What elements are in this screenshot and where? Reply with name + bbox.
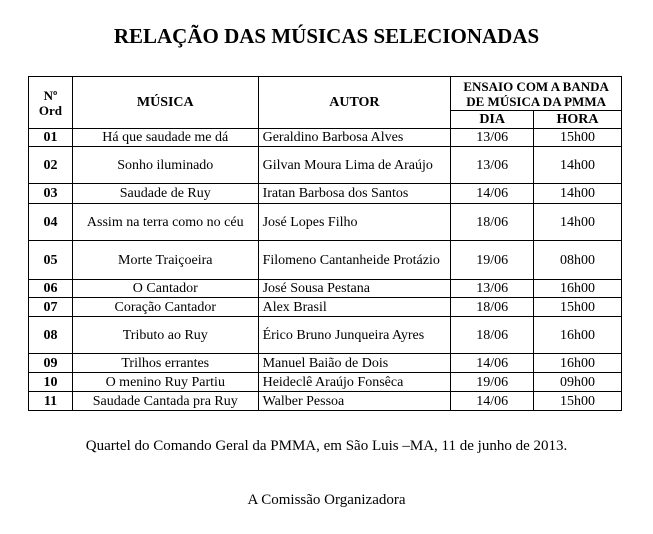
cell-musica: Assim na terra como no céu [72, 204, 258, 241]
header-autor: AUTOR [258, 77, 451, 129]
table-row [29, 241, 622, 280]
cell-autor: Heideclê Araújo Fonsêca [258, 373, 451, 392]
cell-hora: 16h00 [534, 354, 622, 373]
cell-hora: 09h00 [534, 373, 622, 392]
table-row [29, 354, 622, 373]
page-title: RELAÇÃO DAS MÚSICAS SELECIONADAS [113, 24, 540, 48]
cell-hora: 15h00 [534, 392, 622, 411]
cell-musica: Saudade Cantada pra Ruy [72, 392, 258, 411]
cell-autor: José Lopes Filho [258, 204, 451, 241]
cell-musica: Há que saudade me dá [72, 129, 258, 147]
cell-dia: 19/06 [451, 373, 534, 392]
table-row [29, 280, 622, 298]
cell-ord: 04 [29, 204, 73, 241]
cell-autor: José Sousa Pestana [258, 280, 451, 298]
cell-ord: 08 [29, 317, 73, 354]
music-table [28, 76, 622, 411]
cell-musica: Trilhos errantes [72, 354, 258, 373]
cell-dia: 13/06 [451, 147, 534, 184]
cell-dia: 18/06 [451, 298, 534, 317]
cell-dia: 13/06 [451, 280, 534, 298]
cell-musica: Coração Cantador [72, 298, 258, 317]
cell-ord: 09 [29, 354, 73, 373]
cell-ord: 02 [29, 147, 73, 184]
cell-musica: Tributo ao Ruy [72, 317, 258, 354]
cell-dia: 14/06 [451, 354, 534, 373]
header-ensaio: ENSAIO COM A BANDA DE MÚSICA DA PMMA [451, 77, 622, 111]
table-row [29, 204, 622, 241]
header-dia: DIA [451, 111, 534, 129]
cell-musica: O Cantador [72, 280, 258, 298]
cell-dia: 18/06 [451, 317, 534, 354]
cell-autor: Alex Brasil [258, 298, 451, 317]
cell-ord: 10 [29, 373, 73, 392]
cell-autor: Filomeno Cantanheide Protázio [258, 241, 451, 280]
cell-autor: Manuel Baião de Dois [258, 354, 451, 373]
table-row [29, 298, 622, 317]
table-row [29, 392, 622, 411]
table-row [29, 373, 622, 392]
cell-musica: Morte Traiçoeira [72, 241, 258, 280]
cell-autor: Iratan Barbosa dos Santos [258, 184, 451, 204]
cell-autor: Gilvan Moura Lima de Araújo [258, 147, 451, 184]
cell-hora: 08h00 [534, 241, 622, 280]
location-date: Quartel do Comando Geral da PMMA, em São Luis –MA, 11 de junho de 2013. [85, 438, 568, 454]
cell-autor: Walber Pessoa [258, 392, 451, 411]
table-row [29, 129, 622, 147]
cell-ord: 07 [29, 298, 73, 317]
cell-hora: 16h00 [534, 280, 622, 298]
cell-hora: 14h00 [534, 147, 622, 184]
cell-dia: 14/06 [451, 392, 534, 411]
cell-dia: 18/06 [451, 204, 534, 241]
cell-dia: 19/06 [451, 241, 534, 280]
cell-ord: 05 [29, 241, 73, 280]
signature: A Comissão Organizadora [247, 492, 406, 508]
cell-ord: 06 [29, 280, 73, 298]
cell-hora: 15h00 [534, 298, 622, 317]
cell-musica: Saudade de Ruy [72, 184, 258, 204]
cell-dia: 14/06 [451, 184, 534, 204]
cell-dia: 13/06 [451, 129, 534, 147]
cell-ord: 03 [29, 184, 73, 204]
cell-ord: 01 [29, 129, 73, 147]
header-musica: MÚSICA [72, 77, 258, 129]
cell-musica: O menino Ruy Partiu [72, 373, 258, 392]
cell-autor: Érico Bruno Junqueira Ayres [258, 317, 451, 354]
cell-hora: 15h00 [534, 129, 622, 147]
cell-hora: 14h00 [534, 204, 622, 241]
cell-hora: 14h00 [534, 184, 622, 204]
table-row [29, 147, 622, 184]
cell-musica: Sonho iluminado [72, 147, 258, 184]
header-hora: HORA [534, 111, 622, 129]
table-row [29, 184, 622, 204]
table-row [29, 317, 622, 354]
header-ord: Nº Ord [29, 77, 73, 129]
cell-hora: 16h00 [534, 317, 622, 354]
cell-ord: 11 [29, 392, 73, 411]
cell-autor: Geraldino Barbosa Alves [258, 129, 451, 147]
